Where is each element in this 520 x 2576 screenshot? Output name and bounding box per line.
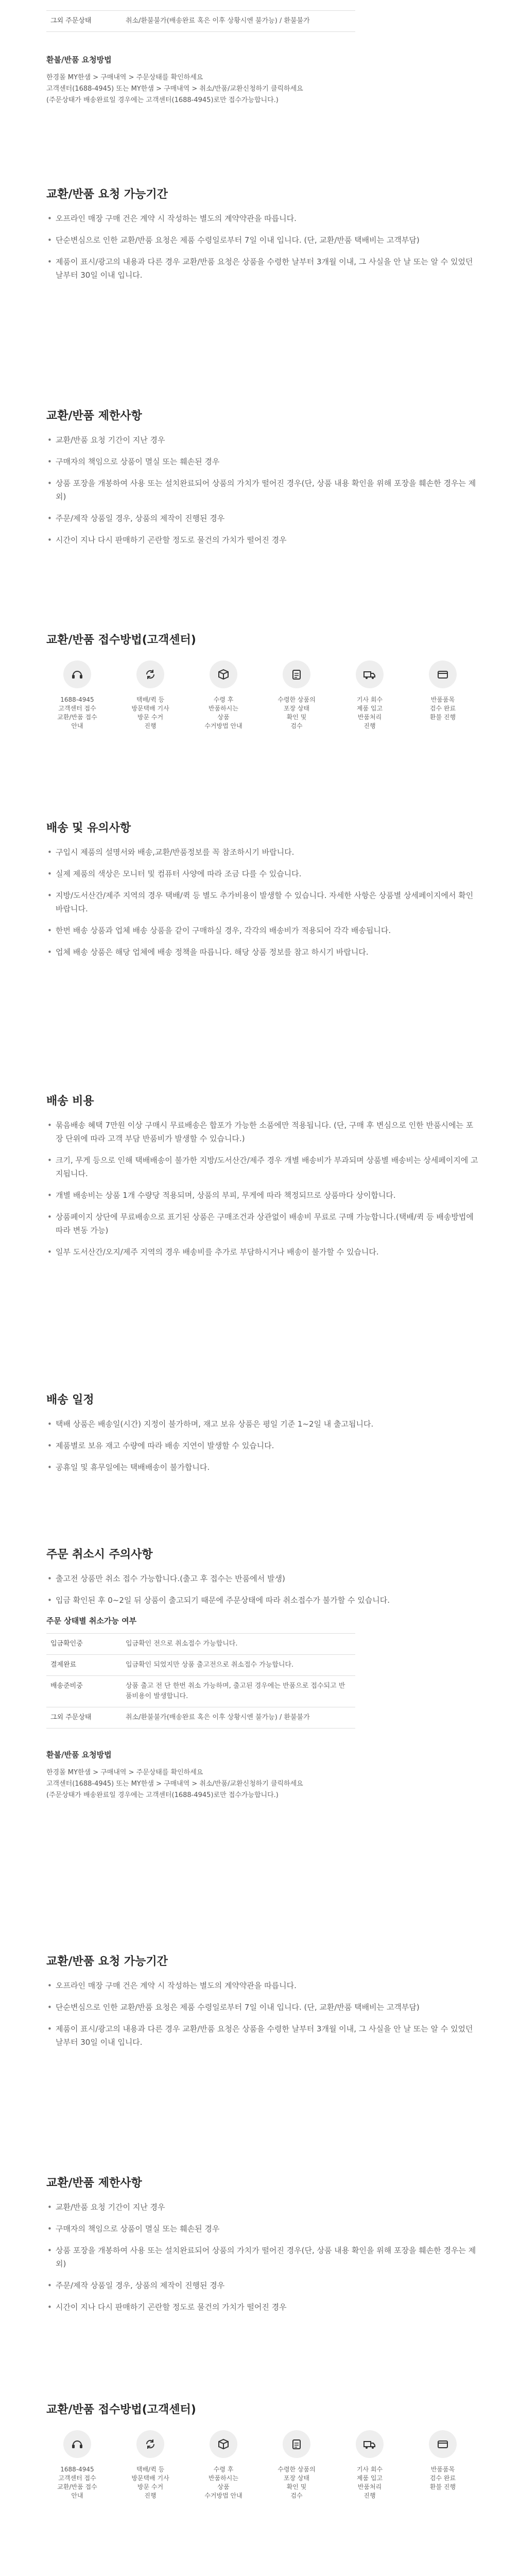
cancel-status-table [46,1633,355,1728]
step-label: 수령한 상품의 포장 상태 확인 및 검수 [278,2466,316,2499]
step-label: 반품품목 검수 완료 환불 진행 [429,2466,456,2490]
refresh-icon [136,2430,164,2458]
steps-row [46,660,479,731]
status-value: 취소/환불불가(배송완료 혹은 이후 상황시엔 불가능) / 환불불가 [122,11,355,32]
table-row [46,1676,355,1707]
refund-line: 한경몰 MY한샘 > 구매내역 > 주문상태를 확인하세요 [46,74,203,81]
step-label: 기사 회수 제품 입고 반품처리 진행 [356,2466,383,2499]
row-value: 취소/환불불가(배송완료 혹은 이후 상황시엔 불가능) / 환불불가 [122,1707,355,1728]
list-item: • 제품이 표시/광고의 내용과 다른 경우 교환/반품 요청은 상품을 수령한 날부터 3개월 이내, 그 사실을 안 날 또는 알 수 있었던 날부터 30일 이내 입니다. [46,2022,479,2049]
step-item [339,2430,401,2500]
refund-line: 고객센터(1688-4945) 또는 MY한샘 > 구매내역 > 취소/반품/교환신청하기 클릭하세요 [46,85,303,93]
list-item: • 시간이 지나 다시 판매하기 곤란할 정도로 물건의 가치가 떨어진 경우 [46,533,479,547]
section-title: 배송 및 유의사항 [46,822,131,835]
list-item: • 제품이 표시/광고의 내용과 다른 경우 교환/반품 요청은 상품을 수령한 날부터 3개월 이내, 그 사실을 안 날 또는 알 수 있었던 날부터 30일 이내 입니다. [46,255,479,282]
list-item: • 오프라인 매장 구매 건은 계약 시 작성하는 별도의 계약약관을 따릅니다. [46,1979,479,1992]
return-restrictions-section [46,2174,479,2322]
row-value: 입금확인 전으로 취소접수 가능합니다. [122,1634,355,1655]
list-item: • 택배 상품은 배송일(시간) 지정이 불가하며, 재고 보유 상품은 평일 기준 1~2일 내 출고됩니다. [46,1417,479,1431]
clipboard-icon [283,2430,310,2458]
section-title: 배송 일정 [46,1394,94,1406]
return-steps-section [46,2401,479,2500]
step-item [119,660,181,731]
delivery-schedule-section [46,1391,479,1482]
row-key: 그외 주문상태 [46,1707,122,1728]
headset-icon [63,660,91,688]
list-item: • 업체 배송 상품은 해당 업체에 배송 정책을 따릅니다. 해당 상품 정보를 참고 하시기 바랍니다. [46,945,479,959]
row-value: 상품 출고 전 단 한번 취소 가능하며, 출고된 경우에는 반품으로 접수되고 반품비용이 발생합니다. [122,1676,355,1707]
step-item [412,660,474,731]
list-item: • 지방/도서산간/제주 지역의 경우 택배/퀵 등 별도 추가비용이 발생할 수 있습니다. 자세한 사항은 상품별 상세페이지에서 확인 바랍니다. [46,889,479,916]
list-item: • 상품 포장을 개봉하여 사용 또는 설치완료되어 상품의 가치가 떨어진 경우(단, 상품 내용 확인을 위해 포장을 훼손한 경우는 제외) [46,477,479,503]
step-label: 수령 후 반품하시는 상품 수거방법 안내 [204,2466,242,2499]
refund-line: (주문상태가 배송완료일 경우에는 고객센터(1688-4945)로만 접수가능합니다.) [46,96,279,104]
row-value: 입금확인 되었지만 상품 출고전으로 취소접수 가능합니다. [122,1655,355,1676]
list-item: • 출고전 상품만 취소 접수 가능합니다.(출고 후 접수는 반품에서 발생) [46,1572,479,1585]
box-icon [210,2430,237,2458]
step-item [266,660,327,731]
cancellation-section [46,1546,479,1801]
shipping-cost-section [46,1092,479,1267]
list-item: • 일부 도서산간/오지/제주 지역의 경우 배송비를 추가로 부담하시거나 배송이 불가할 수 있습니다. [46,1245,479,1259]
return-restrictions-section [46,407,479,555]
step-item [412,2430,474,2500]
list-item: • 제품별로 보유 재고 수량에 따라 배송 지연이 발생할 수 있습니다. [46,1439,479,1452]
step-label: 택배/퀵 등 방문택배 기사 방문 수거 진행 [131,2466,169,2499]
list-item: • 단순변심으로 인한 교환/반품 요청은 제품 수령일로부터 7일 이내 입니다. (단, 교환/반품 택배비는 고객부담) [46,233,479,247]
return-period-section [46,185,479,290]
list-item: • 입금 확인된 후 0~2일 뒤 상품이 출고되기 때문에 주문상태에 따라 취소접수가 불가할 수 있습니다. [46,1594,479,1607]
step-label: 1688-4945 고객센터 접수 교환/반품 접수 안내 [57,696,97,730]
list-item: • 교환/반품 요청 기간이 지난 경우 [46,2200,479,2214]
table-heading: 주문 상태별 취소가능 여부 [46,1616,137,1625]
list-item: • 개별 배송비는 상품 1개 수량당 적용되며, 상품의 부피, 무게에 따라 책정되므로 상품마다 상이합니다. [46,1189,479,1202]
step-item [339,660,401,731]
refund-request-method-top [46,49,479,106]
return-steps-section [46,631,479,731]
list-item: • 실제 제품의 색상은 모니터 및 컴퓨터 사양에 따라 조금 다를 수 있습니다. [46,867,479,880]
list-item: • 주문/제작 상품일 경우, 상품의 제작이 진행된 경우 [46,512,479,525]
list-item: • 한번 배송 상품과 업체 배송 상품을 같이 구매하실 경우, 각각의 배송비가 적용되어 각각 배송됩니다. [46,924,479,937]
step-label: 수령 후 반품하시는 상품 수거방법 안내 [204,696,242,730]
step-label: 1688-4945 고객센터 접수 교환/반품 접수 안내 [57,2466,97,2499]
step-label: 기사 회수 제품 입고 반품처리 진행 [356,696,383,730]
list-item: • 오프라인 매장 구매 건은 계약 시 작성하는 별도의 계약약관을 따릅니다. [46,212,479,225]
list-item: • 시간이 지나 다시 판매하기 곤란할 정도로 물건의 가치가 떨어진 경우 [46,2300,479,2314]
table-row [46,1707,355,1728]
refund-line: 고객센터(1688-4945) 또는 MY한샘 > 구매내역 > 취소/반품/교환신청하기 클릭하세요 [46,1780,303,1788]
section-title: 교환/반품 요청 가능기간 [46,188,168,201]
refund-heading: 환불/반품 요청방법 [46,1750,112,1759]
table-row [46,1655,355,1676]
step-item [119,2430,181,2500]
section-title: 교환/반품 접수방법(고객센터) [46,634,196,647]
section-title: 교환/반품 접수방법(고객센터) [46,2403,196,2416]
row-key: 배송준비중 [46,1676,122,1707]
step-item [266,2430,327,2500]
card-icon [429,660,457,688]
section-title: 교환/반품 요청 가능기간 [46,1955,168,1968]
refund-heading: 환불/반품 요청방법 [46,55,112,64]
row-key: 결제완료 [46,1655,122,1676]
step-item [46,660,108,731]
step-label: 수령한 상품의 포장 상태 확인 및 검수 [278,696,316,730]
section-title: 주문 취소시 주의사항 [46,1548,153,1561]
list-item: • 주문/제작 상품일 경우, 상품의 제작이 진행된 경우 [46,2279,479,2292]
list-item: • 상품 포장을 개봉하여 사용 또는 설치완료되어 상품의 가치가 떨어진 경우(단, 상품 내용 확인을 위해 포장을 훼손한 경우는 제외) [46,2244,479,2270]
table-row [46,11,355,32]
step-item [193,2430,254,2500]
list-item: • 묶음배송 혜택 7만원 이상 구매시 무료배송은 합포가 가능한 소품에만 적용됩니다. (단, 구매 후 변심으로 인한 반품시에는 포장 단위에 따라 고객 부담 반품비가 발생할 수 있습니다.) [46,1118,479,1145]
box-icon [210,660,237,688]
list-item: • 공휴일 및 휴무일에는 택배배송이 불가합니다. [46,1461,479,1474]
return-period-section [46,1953,479,2057]
list-item: • 단순변심으로 인한 교환/반품 요청은 제품 수령일로부터 7일 이내 입니다. (단, 교환/반품 택배비는 고객부담) [46,2001,479,2014]
list-item: • 구입시 제품의 설명서와 배송,교환/반품정보를 꼭 참조하시기 바랍니다. [46,845,479,859]
refresh-icon [136,660,164,688]
list-item: • 교환/반품 요청 기간이 지난 경우 [46,433,479,447]
clipboard-icon [283,660,310,688]
top-order-status-table [46,10,355,32]
card-icon [429,2430,457,2458]
list-item: • 구매자의 책임으로 상품이 멸실 또는 훼손된 경우 [46,455,479,468]
list-item: • 구매자의 책임으로 상품이 멸실 또는 훼손된 경우 [46,2222,479,2235]
status-label: 그외 주문상태 [46,11,122,32]
step-item [193,660,254,731]
section-title: 배송 비용 [46,1095,94,1108]
truck-icon [356,660,384,688]
refund-line: 한경몰 MY한샘 > 구매내역 > 주문상태를 확인하세요 [46,1769,203,1776]
row-key: 입금확인중 [46,1634,122,1655]
refund-line: (주문상태가 배송완료일 경우에는 고객센터(1688-4945)로만 접수가능합니다.) [46,1791,279,1799]
truck-icon [356,2430,384,2458]
section-title: 교환/반품 제한사항 [46,2177,142,2190]
step-item [46,2430,108,2500]
list-item: • 크기, 무게 등으로 인해 택배배송이 불가한 지방/도서산간/제주 경우 개별 배송비가 부과되며 상품별 배송비는 상세페이지에 고지됩니다. [46,1154,479,1180]
headset-icon [63,2430,91,2458]
table-row [46,1634,355,1655]
shipping-notes-section [46,819,479,967]
step-label: 택배/퀵 등 방문택배 기사 방문 수거 진행 [131,696,169,730]
steps-row [46,2430,479,2500]
section-title: 교환/반품 제한사항 [46,410,142,422]
step-label: 반품품목 검수 완료 환불 진행 [429,696,456,721]
list-item: • 상품페이지 상단에 무료배송으로 표기된 상품은 구매조건과 상관없이 배송비 무료로 구매 가능합니다.(택배/퀵 등 배송방법에 따라 변동 가능) [46,1210,479,1237]
